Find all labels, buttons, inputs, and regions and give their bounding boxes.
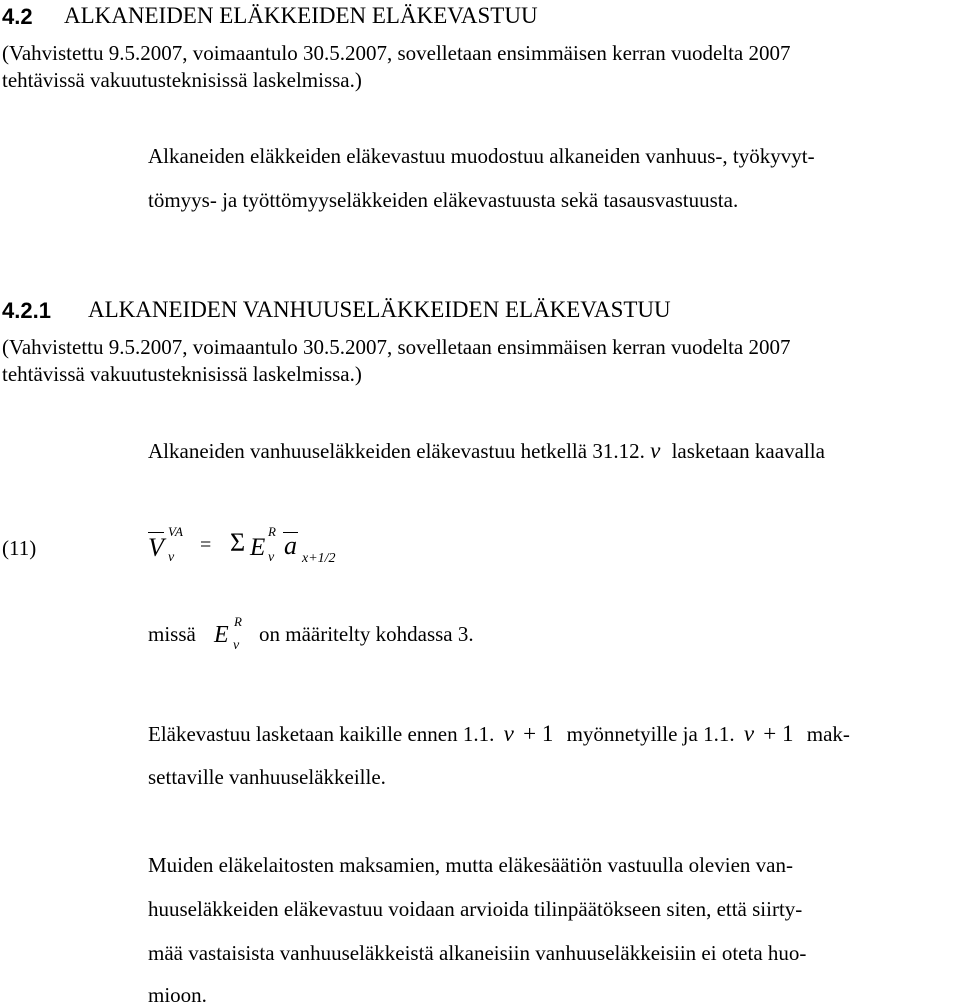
paragraph-line bbox=[148, 721, 850, 747]
intro-variable: v bbox=[650, 438, 661, 463]
lhs-superscript: VA bbox=[168, 524, 183, 539]
a-symbol: a bbox=[284, 531, 297, 560]
sum-symbol: Σ bbox=[230, 528, 246, 557]
subsection-note-line-2: tehtävissä vakuutusteknisissä laskelmissa.) bbox=[2, 362, 362, 386]
p2-text-a: Eläkevastuu lasketaan kaikille ennen 1.1. bbox=[148, 722, 495, 746]
subsection-note-line-1: (Vahvistettu 9.5.2007, voimaantulo 30.5.2007, sovelletaan ensimmäisen kerran vuodelta 2007 bbox=[2, 335, 791, 359]
equals-sign: = bbox=[200, 534, 212, 556]
lhs-symbol: V bbox=[148, 533, 164, 562]
section-note-line-2: tehtävissä vakuutusteknisissä laskelmissa.) bbox=[2, 68, 362, 92]
intro-text: Alkaneiden vanhuuseläkkeiden eläkevastuu hetkellä 31.12. bbox=[148, 439, 645, 463]
p2-plus-one: + 1 bbox=[523, 721, 554, 746]
section-title: ALKANEIDEN ELÄKKEIDEN ELÄKEVASTUU bbox=[64, 3, 538, 28]
where-text: missä bbox=[148, 622, 196, 646]
e-subscript: v bbox=[268, 550, 275, 565]
paragraph-line: mioon. bbox=[148, 983, 207, 1007]
paragraph-line: huuseläkkeiden eläkevastuu voidaan arvioida tilinpäätökseen siten, että siirty- bbox=[148, 897, 803, 921]
where-subscript: v bbox=[233, 638, 240, 653]
p2-variable: v bbox=[503, 721, 514, 746]
paragraph-line: Muiden eläkelaitosten maksamien, mutta eläkesäätiön vastuulla olevien van- bbox=[148, 853, 793, 877]
section-note-line-1: (Vahvistettu 9.5.2007, voimaantulo 30.5.2007, sovelletaan ensimmäisen kerran vuodelta 2007 bbox=[2, 41, 791, 65]
paragraph-line: Alkaneiden eläkkeiden eläkevastuu muodostuu alkaneiden vanhuus-, työkyvyt- bbox=[148, 144, 815, 168]
subsection-number: 4.2.1 bbox=[2, 298, 51, 323]
where-symbol-group bbox=[214, 612, 254, 656]
formula-label: (11) bbox=[2, 536, 37, 560]
paragraph-line: tömyys- ja työttömyyseläkkeiden eläkevastuusta sekä tasausvastuusta. bbox=[148, 188, 739, 212]
e-superscript: R bbox=[268, 524, 276, 539]
p2-text-c: mak- bbox=[806, 722, 850, 746]
paragraph-line: mää vastaisista vanhuuseläkkeistä alkaneisiin vanhuuseläkkeisiin ei oteta huo- bbox=[148, 941, 807, 965]
a-subscript: x+1/2 bbox=[302, 551, 336, 566]
lhs-subscript: v bbox=[168, 550, 175, 565]
p2-variable: v bbox=[743, 721, 755, 746]
formula-intro bbox=[148, 438, 825, 464]
p2-text-b: myönnetyille ja 1.1. bbox=[566, 722, 735, 746]
subsection-title: ALKANEIDEN VANHUUSELÄKKEIDEN ELÄKEVASTUU bbox=[88, 297, 671, 322]
where-superscript: R bbox=[234, 614, 242, 629]
paragraph-line: settaville vanhuuseläkkeille. bbox=[148, 765, 386, 789]
formula-11 bbox=[146, 522, 376, 576]
section-number: 4.2 bbox=[2, 4, 33, 29]
where-symbol: E bbox=[214, 622, 229, 648]
intro-tail: lasketaan kaavalla bbox=[671, 439, 825, 463]
where-tail: on määritelty kohdassa 3. bbox=[259, 622, 474, 646]
e-symbol: E bbox=[250, 534, 266, 561]
p2-plus-one: + 1 bbox=[763, 721, 794, 746]
